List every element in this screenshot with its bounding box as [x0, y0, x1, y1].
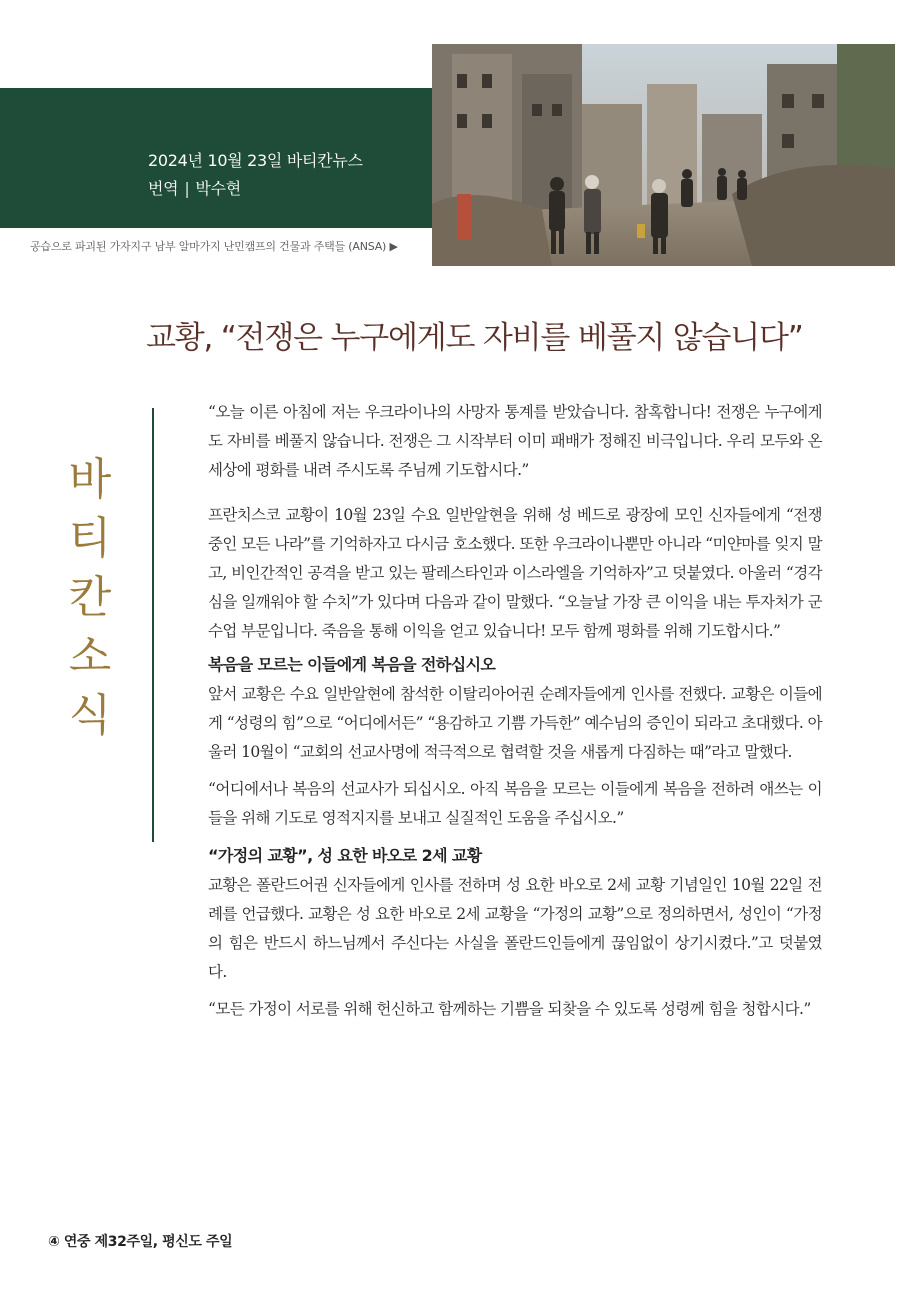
paragraph-polish-greeting: 교황은 폴란드어권 신자들에게 인사를 전하며 성 요한 바오로 2세 교황 기념일인 10월 22일 전례를 언급했다. 교황은 성 요한 바오로 2세 교황을 “가정의 교황”으로 정의하면서, 성인이 “가정의 힘은 반드시 하느님께서 주신다는 사실을 폴란드인들에게 끊임없이 상기시켰다.”고 덧붙였다. [208, 876, 822, 981]
header-info [148, 150, 363, 200]
headline: 교황, “전쟁은 누구에게도 자비를 베풀지 않습니다” [146, 320, 803, 356]
paragraph-italian-pilgrims: 앞서 교황은 수요 일반알현에 참석한 이탈리아어권 순례자들에게 인사를 전했다. 교황은 이들에게 “성령의 힘”으로 “어디에서든” “용감하고 기쁨 가득한” 예수님의 증인이 되라고 초대했다. 아울러 10월이 “교회의 선교사명에 적극적으로 협력할 것을 새롭게 다짐하는 때”라고 말했다. [208, 685, 822, 761]
section-label-char: 소 [68, 631, 112, 682]
section-label-char: 티 [68, 513, 112, 564]
section-divider [152, 408, 154, 842]
paragraph-appeal: 프란치스코 교황이 10월 23일 수요 일반알현을 위해 성 베드로 광장에 모인 신자들에게 “전쟁 중인 모든 나라”를 기억하자고 다시금 호소했다. 또한 우크라이나뿐만 아니라 “미얀마를 잊지 말고, 비인간적인 공격을 받고 있는 팔레스타인과 이스라엘을 기억하자”고 덧붙였다. 아울러 “경각심을 일깨워야 할 수치”가 있다며 다음과 같이 말했다. “오늘날 가장 큰 이익을 내는 투자처가 군수업 부문입니다. 죽음을 통해 이익을 얻고 있습니다! 모두 함께 평화를 위해 기도합시다.” [208, 506, 822, 640]
translator-label: 번역 [148, 179, 179, 198]
subheading-family-pope: “가정의 교황”, 성 요한 바오로 2세 교황 [208, 846, 482, 865]
paragraph-family-prayer: “모든 가정이 서로를 위해 헌신하고 함께하는 기쁨을 되찾을 수 있도록 성령께 힘을 청합시다.” [208, 1000, 811, 1018]
photo-caption: 공습으로 파괴된 가자지구 남부 알마가지 난민캠프의 건물과 주택들 (ANSA) ▶ [30, 240, 398, 253]
section-label-char: 바 [68, 454, 112, 505]
section-label-char: 식 [68, 690, 112, 741]
paragraph-quote-intro: “오늘 이른 아침에 저는 우크라이나의 사망자 통계를 받았습니다. 참혹합니다! 전쟁은 누구에게도 자비를 베풀지 않습니다. 전쟁은 그 시작부터 이미 패배가 정해진 비극입니다. 우리 모두와 온 세상에 평화를 내려 주시도록 주님께 기도합시다.” [208, 403, 822, 479]
news-photo [432, 44, 895, 266]
separator: | [184, 179, 190, 198]
subheading-gospel: 복음을 모르는 이들에게 복음을 전하십시오 [208, 655, 496, 674]
page-footer: ④ 연중 제32주일, 평신도 주일 [48, 1234, 233, 1250]
translator-name: 박수현 [195, 179, 241, 198]
translator-line [148, 178, 363, 200]
article-body [208, 398, 822, 1040]
date-source: 2024년 10월 23일 바티칸뉴스 [148, 151, 363, 170]
section-label [60, 450, 120, 745]
ruined-street-photo [432, 44, 895, 266]
paragraph-missionaries-quote: “어디에서나 복음의 선교사가 되십시오. 아직 복음을 모르는 이들에게 복음을 전하려 애쓰는 이들을 위해 기도로 영적지지를 보내고 실질적인 도움을 주십시오.” [208, 780, 822, 827]
section-label-char: 칸 [68, 572, 112, 623]
